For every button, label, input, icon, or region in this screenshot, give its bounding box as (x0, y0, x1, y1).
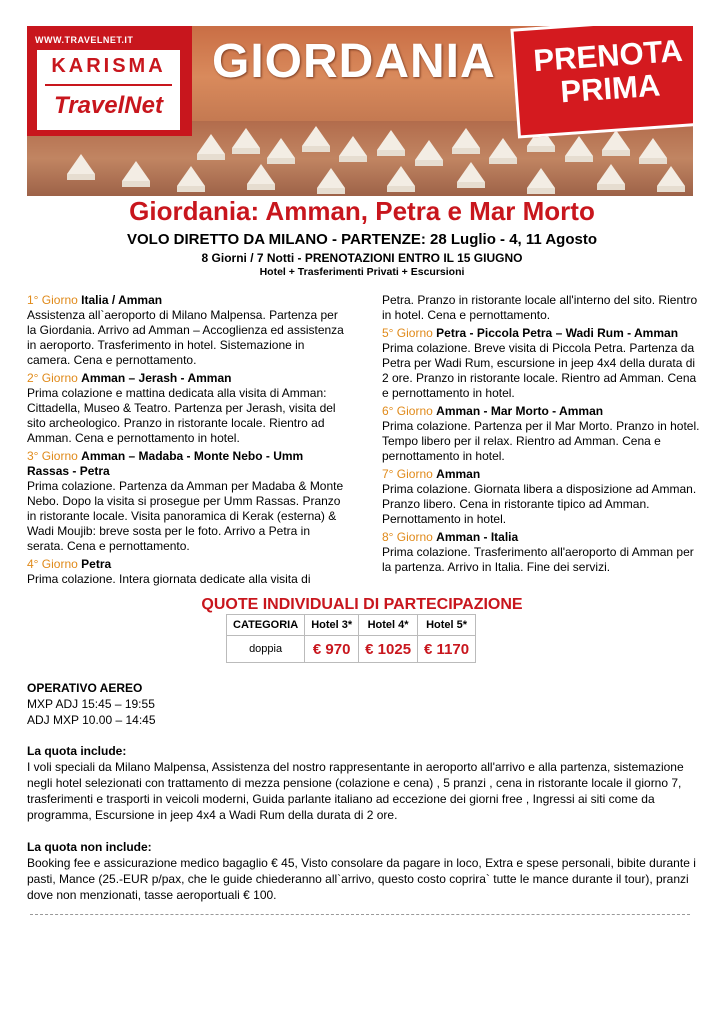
excluded-section (27, 839, 707, 903)
page-subtitle: VOLO DIRETTO DA MILANO - PARTENZE: 28 Luglio - 4, 11 Agosto (126, 231, 598, 248)
day-text: Prima colazione. Trasferimento all'aeroporto di Amman per la partenza. Arrivo in Italia. Fine dei servizi. (382, 545, 694, 574)
day-title: Amman – Madaba - Monte Nebo - Umm Rassas - Petra (27, 449, 304, 478)
day-title: Amman - Mar Morto - Amman (436, 404, 604, 418)
itinerary-day (382, 326, 702, 401)
day-title: Petra - Piccola Petra – Wadi Rum - Amman (436, 326, 679, 340)
day-text: Assistenza all`aeroporto di Milano Malpensa. Partenza per la Giordania. Arrivo ad Amman – Accoglienza ed assistenza in aeroporto. Trasferimento in hotel. Sistemazione in camera. Cena e pernottamento. (27, 308, 344, 367)
excluded-title: La quota non include: (27, 840, 152, 854)
badge-line1: PRENOTA (532, 32, 684, 79)
prenota-prima-badge (510, 26, 693, 139)
room-category: doppia (227, 636, 305, 663)
price-table (226, 614, 476, 663)
flight-schedule-section (27, 680, 707, 728)
day-text: Prima colazione. Partenza da Amman per Madaba & Monte Nebo. Dopo la visita si prosegue per Umm Rassas. Pranzo in ristorante locale. Visita panoramica di Kerak (esterna) & Wadi Moujib: breve sosta per le foto. Arrivo a Petra in serata. Cena e pernottamento. (27, 479, 344, 553)
price-hotel-3: € 970 (305, 636, 359, 663)
page-title: Giordania: Amman, Petra e Mar Morto (129, 196, 595, 226)
day-label: 2° Giorno (27, 371, 78, 385)
day-label: 7° Giorno (382, 467, 433, 481)
day-title: Amman - Italia (436, 530, 519, 544)
price-hotel-5: € 1170 (418, 636, 476, 663)
day-label: 4° Giorno (27, 557, 78, 571)
table-row (227, 636, 476, 663)
day-title: Amman – Jerash - Amman (81, 371, 232, 385)
itinerary-day-continuation: Petra. Pranzo in ristorante locale all'interno del sito. Rientro in hotel. Cena e pernottamento. (382, 293, 698, 322)
itinerary-right-column (382, 293, 702, 578)
day-title: Petra (81, 557, 112, 571)
table-header-cell: Hotel 4* (359, 615, 418, 636)
flight-schedule-title: OPERATIVO AEREO (27, 681, 143, 695)
page-subtitle-duration: 8 Giorni / 7 Notti - PRENOTAZIONI ENTRO IL 15 GIUGNO (201, 251, 523, 265)
flight-line: MXP ADJ 15:45 – 19:55 (27, 697, 155, 711)
included-section (27, 743, 707, 823)
day-label: 6° Giorno (382, 404, 433, 418)
logo-name: TravelNet (54, 92, 163, 119)
day-text: Prima colazione. Intera giornata dedicate alla visita di (27, 572, 311, 586)
itinerary-day (27, 293, 347, 368)
day-text: Prima colazione. Breve visita di Piccola Petra. Partenza da Petra per Wadi Rum, escursione in jeep 4x4 della durata di 2 ore. Pranzo in ristorante locale. Rientro ad Amman. Cena e pernottamento in hotel. (382, 341, 697, 400)
itinerary-day (382, 530, 702, 575)
day-title: Amman (436, 467, 481, 481)
itinerary-day (27, 557, 347, 587)
logo-brand: KARISMA (51, 55, 166, 77)
day-text: Prima colazione. Giornata libera a disposizione ad Amman. Pranzo libero. Cena in ristorante tipico ad Amman. Pernottamento in hotel. (382, 482, 697, 526)
included-text: I voli speciali da Milano Malpensa, Assistenza del nostro rappresentante in aeroporto all'arrivo e alla partenza, sistemazione negli hotel selezionati con trattamento di mezza pensione (colazione e cena) , 5 pranzi , cena in ristorante locale il giorno 7, trasferimenti e trasporti in veicoli moderni, Guida parlante italiano ad eccezione dei giorni free , Ingressi ai siti come da programma, Escursione in jeep 4x4 a Wadi Rum della durata di 2 ore. (27, 760, 684, 822)
day-text: Prima colazione e mattina dedicata alla visita di Amman: Cittadella, Museo & Teatro. Partenza per Jerash, visita del sito archeologico. Pranzo in ristorante locale. Rientro ad Amman. Cena e pernottamento in hotel. (27, 386, 336, 445)
day-label: 8° Giorno (382, 530, 433, 544)
flight-line: ADJ MXP 10.00 – 14:45 (27, 713, 156, 727)
table-header-cell: Hotel 5* (418, 615, 476, 636)
table-header-row (227, 615, 476, 636)
itinerary-day (382, 404, 702, 464)
itinerary-day (27, 371, 347, 446)
price-hotel-4: € 1025 (359, 636, 418, 663)
logo-url: WWW.TRAVELNET.IT (35, 35, 134, 45)
table-header-cell: Hotel 3* (305, 615, 359, 636)
quotes-title: QUOTE INDIVIDUALI DI PARTECIPAZIONE (201, 596, 523, 613)
dashed-divider (30, 914, 690, 915)
day-text: Prima colazione. Partenza per il Mar Morto. Pranzo in hotel. Tempo libero per il relax. Rientro ad Amman. Cena e pernottamento in hotel. (382, 419, 700, 463)
header-banner (27, 26, 693, 196)
itinerary-left-column (27, 293, 347, 590)
karisma-travelnet-logo (27, 26, 192, 136)
day-title: Italia / Amman (81, 293, 163, 307)
page-subtitle-services: Hotel + Trasferimenti Privati + Escursioni (259, 266, 465, 278)
excluded-text: Booking fee e assicurazione medico bagaglio € 45, Visto consolare da pagare in loco, Extra e spese personali, bibite durante i pasti, Mance (25.-EUR p/pax, che le guide chiederanno all`arrivo, questo costo coprira` tutte le mance durante il tour), pranzi dove non menzionati, tasse aeroportuali € 100. (27, 856, 696, 902)
day-label: 5° Giorno (382, 326, 433, 340)
badge-line2: PRIMA (559, 67, 662, 110)
day-label: 1° Giorno (27, 293, 78, 307)
day-label: 3° Giorno (27, 449, 78, 463)
itinerary-day (27, 449, 347, 554)
itinerary-day (382, 467, 702, 527)
included-title: La quota include: (27, 744, 127, 758)
banner-title: GIORDANIA (212, 35, 496, 88)
table-header-cell: CATEGORIA (227, 615, 305, 636)
